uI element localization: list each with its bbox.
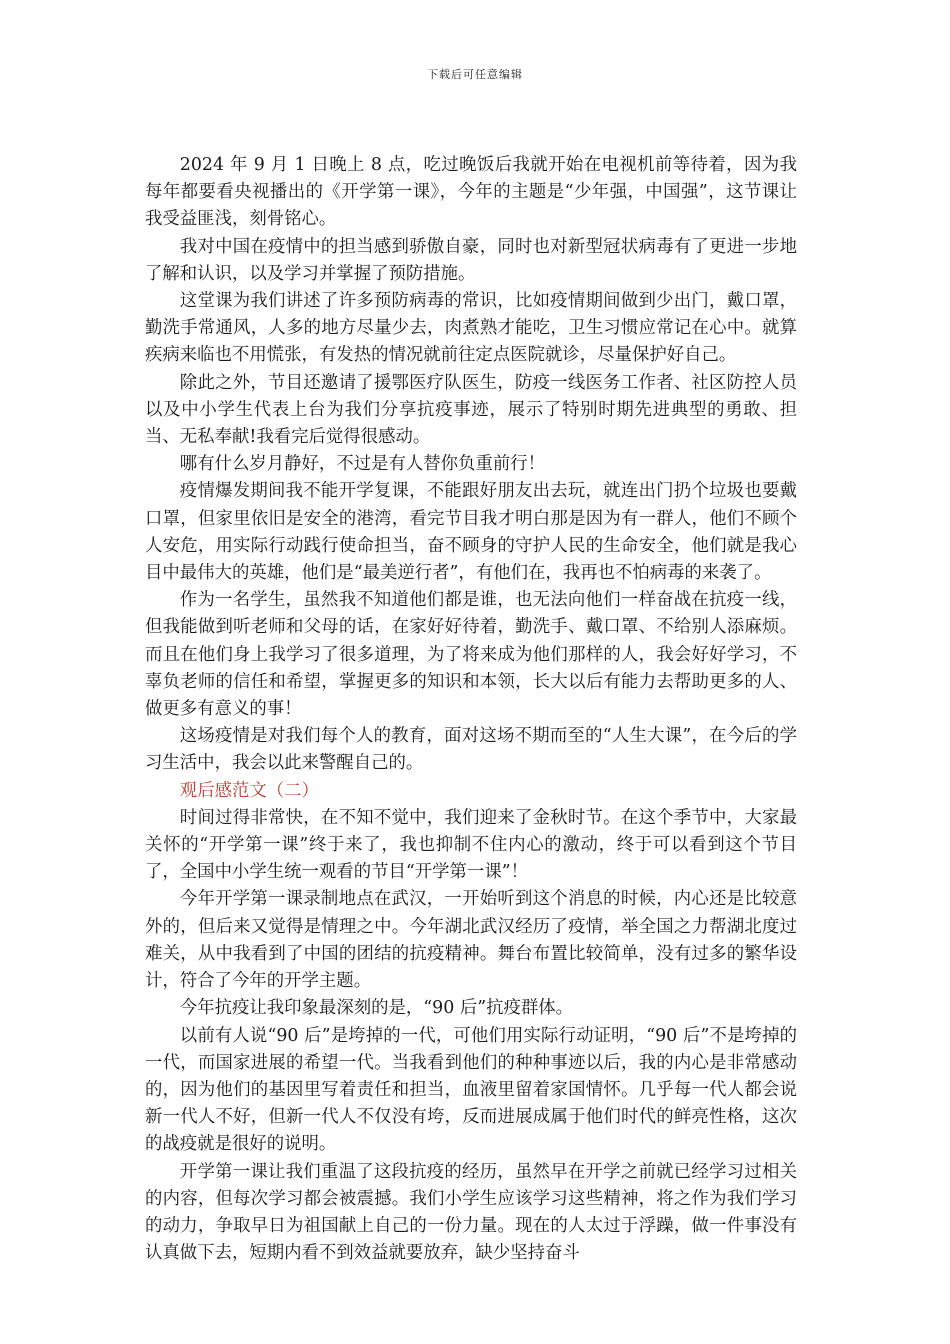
paragraph: 哪有什么岁月静好，不过是有人替你负重前行！ [179, 454, 546, 475]
paragraph: 时间过得非常快，在不知不觉中，我们迎来了金秋时节。在这个季节中，大家最关怀的“开学第一课”终于来了，我也抑制不住内心的激动，终于可以看到这个节目了，全国中小学生统一观看的节目“开学第一课”！ [145, 807, 797, 883]
paragraph: 今年抗疫让我印象最深刻的是，“90 后”抗疫群体。 [179, 998, 574, 1019]
paragraph: 2024 年 9 月 1 日晚上 8 点，吃过晚饭后我就开始在电视机前等待着，因为我每年都要看央视播出的《开学第一课》，今年的主题是“少年强，中国强”，这节课让我受益匪浅，刻骨铭心。 [145, 155, 797, 230]
document-body [145, 152, 797, 1267]
paragraph: 这场疫情是对我们每个人的教育，面对这场不期而至的“人生大课”，在今后的学习生活中，我会以此来警醒自己的。 [145, 726, 797, 774]
paragraph: 以前有人说“90 后”是垮掉的一代，可他们用实际行动证明，“90 后”不是垮掉的一代，而国家进展的希望一代。当我看到他们的种种事迹以后，我的内心是非常感动的，因为他们的基因里写着责任和担当，血液里留着家国情怀。几乎每一代人都会说新一代人不好，但新一代人不仅没有垮，反而进展成属于他们时代的鲜亮性格，这次的战疫就是很好的说明。 [145, 1025, 797, 1155]
section-title: 观后感范文（二） [179, 780, 319, 801]
paragraph: 开学第一课让我们重温了这段抗疫的经历，虽然早在开学之前就已经学习过相关的内容，但每次学习都会被震撼。我们小学生应该学习这些精神，将之作为我们学习的动力，争取早日为祖国献上自己的一份力量。现在的人太过于浮躁，做一件事没有认真做下去，短期内看不到效益就要放弃，缺少坚持奋斗 [145, 1161, 797, 1264]
paragraph: 疫情爆发期间我不能开学复课，不能跟好朋友出去玩，就连出门扔个垃圾也要戴口罩，但家里依旧是安全的港湾，看完节目我才明白那是因为有一群人，他们不顾个人安危，用实际行动践行使命担当，奋不顾身的守护人民的生命安全，他们就是我心目中最伟大的英雄，他们是“最美逆行者”，有他们在，我再也不怕病毒的来袭了。 [145, 481, 797, 584]
paragraph: 今年开学第一课录制地点在武汉，一开始听到这个消息的时候，内心还是比较意外的，但后来又觉得是情理之中。今年湖北武汉经历了疫情，举全国之力帮湖北度过难关，从中我看到了中国的团结的抗疫精神。舞台布置比较简单，没有过多的繁华设计，符合了今年的开学主题。 [145, 889, 797, 992]
paragraph: 除此之外，节目还邀请了援鄂医疗队医生，防疫一线医务工作者、社区防控人员以及中小学生代表上台为我们分享抗疫事迹，展示了特别时期先进典型的勇敢、担当、无私奉献!我看完后觉得很感动。 [145, 372, 797, 448]
paragraph: 作为一名学生，虽然我不知道他们都是谁，也无法向他们一样奋战在抗疫一线，但我能做到听老师和父母的话，在家好好待着，勤洗手、戴口罩、不给别人添麻烦。而且在他们身上我学习了很多道理，为了将来成为他们那样的人，我会好好学习，不辜负老师的信任和希望，掌握更多的知识和本领，长大以后有能力去帮助更多的人、做更多有意义的事！ [145, 590, 797, 720]
paragraph: 我对中国在疫情中的担当感到骄傲自豪，同时也对新型冠状病毒有了更进一步地了解和认识，以及学习并掌握了预防措施。 [145, 236, 797, 284]
download-note: 下载后可任意编辑 [427, 68, 523, 81]
paragraph: 这堂课为我们讲述了许多预防病毒的常识，比如疫情期间做到少出门，戴口罩，勤洗手常通风，人多的地方尽量少去，肉煮熟才能吃，卫生习惯应常记在心中。就算疾病来临也不用慌张，有发热的情况就前往定点医院就诊，尽量保护好自己。 [145, 291, 797, 366]
